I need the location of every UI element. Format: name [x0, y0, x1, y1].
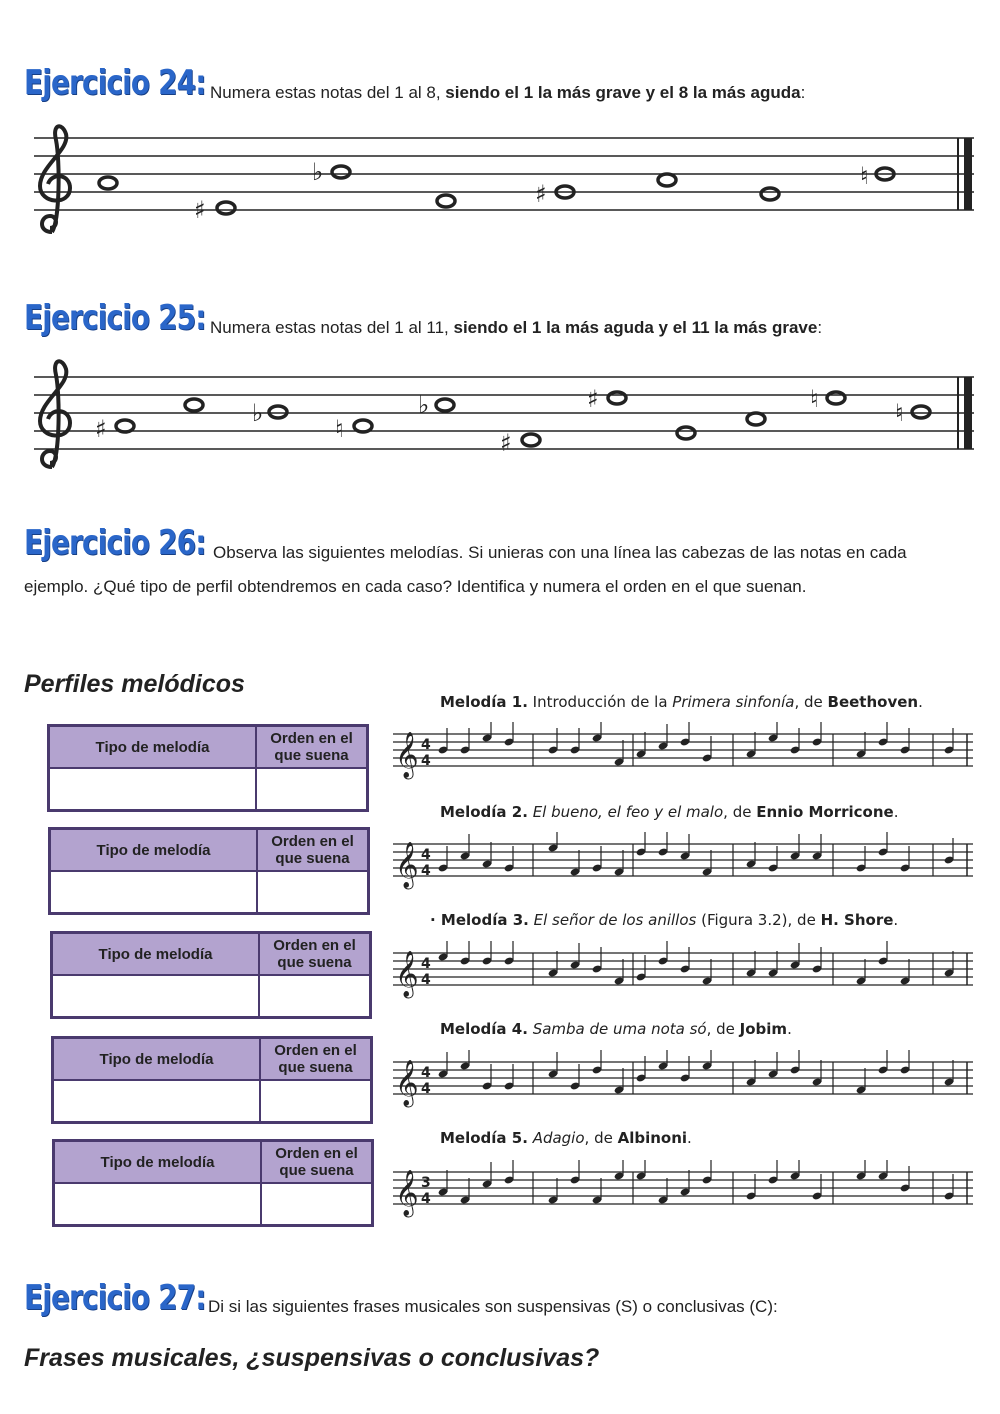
table-header-orden: Orden en el que suena [259, 933, 371, 976]
exercise-24-title: Ejercicio 24: [24, 63, 206, 103]
table-header-tipo: Tipo de melodía [49, 726, 257, 769]
table-header-orden: Orden en el que suena [260, 1038, 372, 1081]
table-header-tipo: Tipo de melodía [52, 933, 260, 976]
melody-table-2 [48, 827, 370, 915]
tipo-answer-cell[interactable] [53, 1080, 261, 1123]
melody-table-5 [52, 1139, 374, 1227]
melody-table-4 [51, 1036, 373, 1124]
tipo-answer-cell[interactable] [49, 768, 257, 811]
svg-text:♯: ♯ [587, 385, 599, 413]
svg-text:4: 4 [421, 1191, 431, 1207]
melody-table-3 [50, 931, 372, 1019]
svg-text:♯: ♯ [194, 196, 206, 224]
exercise-26-title: Ejercicio 26: [24, 523, 206, 563]
orden-answer-cell[interactable] [256, 768, 368, 811]
melody-5-staff [393, 1160, 973, 1220]
exercise-24-instructions: Numera estas notas del 1 al 8, siendo el 1 la más grave y el 8 la más aguda: [210, 83, 806, 102]
svg-text:♮: ♮ [335, 415, 344, 443]
table-header-orden: Orden en el que suena [261, 1141, 373, 1184]
treble-clef-icon [40, 126, 70, 232]
exercise-24-staff [30, 120, 980, 240]
svg-text:♯: ♯ [95, 415, 107, 443]
treble-clef-icon: 𝄞 [395, 842, 419, 888]
melody-5-caption: Melodía 5. Adagio, de Albinoni. [440, 1129, 692, 1147]
melody-3-caption: · Melodía 3. El señor de los anillos (Figura 3.2), de H. Shore. [430, 911, 899, 929]
svg-text:4: 4 [421, 1065, 431, 1081]
table-header-orden: Orden en el que suena [257, 829, 369, 872]
exercise-27-title: Ejercicio 27: [24, 1278, 206, 1318]
exercise-27-instructions: Di si las siguientes frases musicales son suspensivas (S) o conclusivas (C): [208, 1297, 778, 1316]
svg-text:♮: ♮ [810, 385, 819, 413]
svg-text:4: 4 [421, 956, 431, 972]
treble-clef-icon: 𝄞 [395, 1060, 419, 1106]
melody-4-caption: Melodía 4. Samba de uma nota só, de Jobim. [440, 1020, 792, 1038]
treble-clef-icon: 𝄞 [395, 1170, 419, 1216]
exercise-25-instructions: Numera estas notas del 1 al 11, siendo el 1 la más aguda y el 11 la más grave: [210, 318, 823, 337]
melody-2-staff [393, 832, 973, 892]
svg-text:♭: ♭ [418, 391, 430, 419]
orden-answer-cell[interactable] [259, 975, 371, 1018]
svg-text:♮: ♮ [895, 399, 904, 427]
melody-1-staff [393, 722, 973, 782]
perfiles-heading: Perfiles melódicos [24, 670, 245, 698]
treble-clef-icon: 𝄞 [395, 732, 419, 778]
frases-heading: Frases musicales, ¿suspensivas o conclusivas? [24, 1344, 600, 1372]
exercise-25-title: Ejercicio 25: [24, 298, 206, 338]
melody-3-staff [393, 941, 973, 1001]
svg-text:4: 4 [421, 972, 431, 988]
svg-text:4: 4 [421, 863, 431, 879]
svg-text:3: 3 [421, 1175, 431, 1191]
exercise-26-line2: ejemplo. ¿Qué tipo de perfil obtendremos en cada caso? Identifica y numera el orden en el que suenan. [24, 577, 807, 596]
orden-answer-cell[interactable] [260, 1080, 372, 1123]
melody-1-caption: Melodía 1. Introducción de la Primera sinfonía, de Beethoven. [440, 693, 923, 711]
svg-text:4: 4 [421, 753, 431, 769]
orden-answer-cell[interactable] [261, 1183, 373, 1226]
table-header-tipo: Tipo de melodía [50, 829, 258, 872]
svg-text:♭: ♭ [312, 158, 324, 186]
melody-table-1 [47, 724, 369, 812]
melody-4-staff [393, 1050, 973, 1110]
orden-answer-cell[interactable] [257, 871, 369, 914]
svg-text:♯: ♯ [500, 429, 512, 457]
svg-text:♮: ♮ [860, 162, 869, 190]
svg-text:4: 4 [421, 1081, 431, 1097]
table-header-tipo: Tipo de melodía [54, 1141, 262, 1184]
melody-2-caption: Melodía 2. El bueno, el feo y el malo, de Ennio Morricone. [440, 803, 899, 821]
svg-text:♭: ♭ [252, 399, 264, 427]
exercise-25-staff [30, 355, 980, 470]
table-header-orden: Orden en el que suena [256, 726, 368, 769]
treble-clef-icon: 𝄞 [395, 951, 419, 997]
tipo-answer-cell[interactable] [50, 871, 258, 914]
tipo-answer-cell[interactable] [54, 1183, 262, 1226]
tipo-answer-cell[interactable] [52, 975, 260, 1018]
svg-text:4: 4 [421, 847, 431, 863]
exercise-26-line1: Observa las siguientes melodías. Si unieras con una línea las cabezas de las notas en cada [213, 543, 907, 562]
svg-text:4: 4 [421, 737, 431, 753]
svg-text:♯: ♯ [535, 180, 547, 208]
table-header-tipo: Tipo de melodía [53, 1038, 261, 1081]
